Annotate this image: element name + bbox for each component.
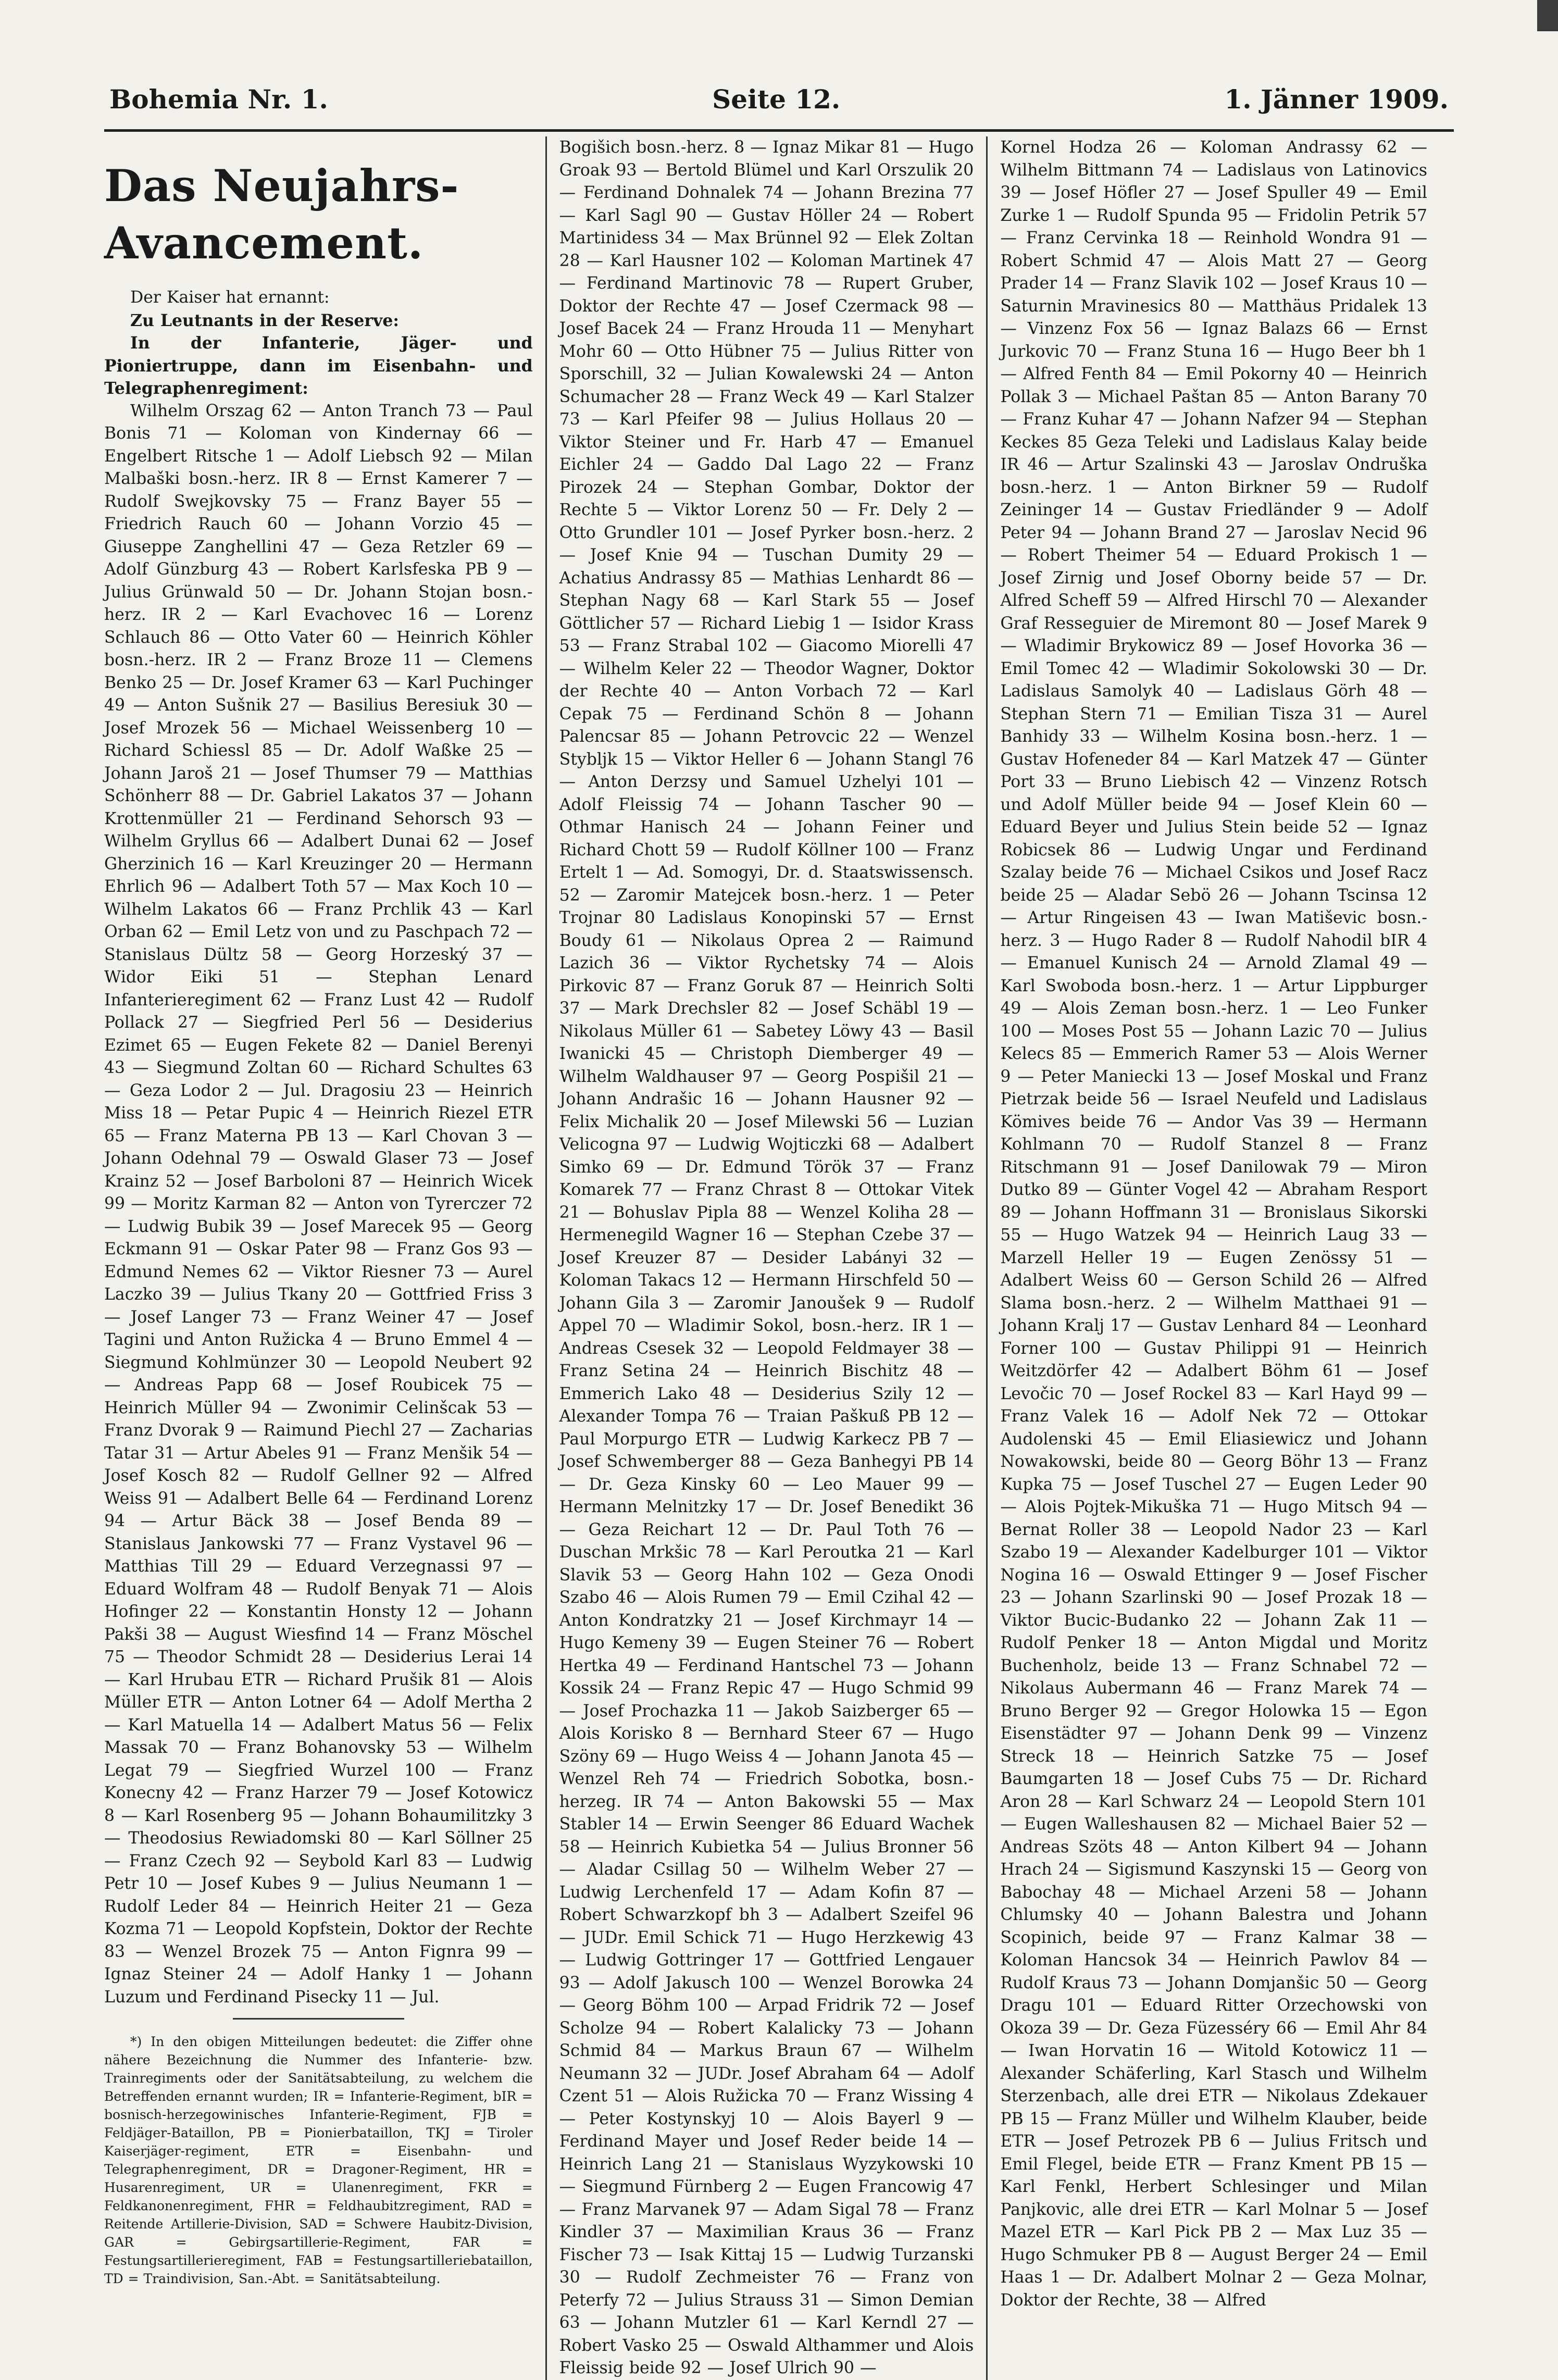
intro-line-2: Zu Leutnants in der Reserve: xyxy=(130,310,399,330)
column-2-text: Bogišich bosn.-herz. 8 — Ignaz Mikar 81 — Hugo Groak 93 — Bertold Blümel und Karl Orszulik 20 — Ferdinand Dohnalek 74 — Johann Brezina 77 — Karl Sagl 90 — Gustav Höller 24 — Robert Martinidess 34 — Max Brünnel 92 — Elek Zoltan 28 — Karl Hausner 102 — Koloman Martinek 47 — Ferdinand Martinovic 78 — Rupert Gruber, Doktor der Rechte 47 — Josef Czermack 98 — Josef Bacek 24 — Franz Hrouda 11 — Menyhart Mohr 60 — Otto Hübner 75 — Julius Ritter von Sporschill, 32 — Julian Kowalewski 24 — Anton Schumacher 28 — Franz Weck 49 — Karl Stalzer 73 — Karl Pfeifer 98 — Julius Hollaus 20 — Viktor Steiner und Fr. Harb 47 — Emanuel Eichler 24 — Gaddo Dal Lago 22 — Franz Pirozek 24 — Stephan Gombar, Doktor der Rechte 5 — Viktor Lorenz 50 — Fr. Dely 2 — Otto Grundler 101 — Josef Pyrker bosn.-herz. 2 — Josef Knie 94 — Tuschan Dumity 29 — Achatius Andrassy 85 — Mathias Lenhardt 86 — Stephan Nagy 68 — Karl Stark 55 — Josef Göttlicher 57 — Richard Liebig 1 — Isidor Krass 53 — Franz Strabal 102 — Giacomo Miorelli 47 — Wilhelm Keler 22 — Theodor Wagner, Doktor der Rechte 40 — Anton Vorbach 72 — Karl Cepak 75 — Ferdinand Schön 8 — Johann Palencsar 85 — Johann Petrovcic 22 — Wenzel Stybljk 15 — Viktor Heller 6 — Johann Stangl 76 — Anton Derzsy und Samuel Uzhelyi 101 — Adolf Fleissig 74 — Johann Tascher 90 — Othmar Hanisch 24 — Johann Feiner und Richard Chott 59 — Rudolf Köllner 100 — Franz Ertelt 1 — Ad. Somogyi, Dr. d. Staatswissensch. 52 — Zaromir Matejcek bosn.-herz. 1 — Peter Trojnar 80 Ladislaus Konopinski 57 — Ernst Boudy 61 — Nikolaus Oprea 2 — Raimund Lazich 36 — Viktor Rychetsky 74 — Alois Pirkovic 87 — Franz Goruk 87 — Heinrich Solti 37 — Mark Drechsler 82 — Josef Schäbl 19 — Nikolaus Müller 61 — Sabetey Löwy 43 — Basil Iwanicki 45 — Christoph Diemberger 49 — Wilhelm Waldhauser 97 — Georg Pospišil 21 — Johann Andrašic 16 — Johann Hausner 92 — Felix Michalik 20 — Josef Milewski 56 — Luzian Velicogna 97 — Ludwig Wojticzki 68 — Adalbert Simko 69 — Dr. Edmund Török 37 — Franz Komarek 77 — Franz Chrast 8 — Ottokar Vitek 21 — Bohuslav Pipla 88 — Wenzel Koliha 28 — Hermenegild Wagner 16 — Stephan Czebe 37 — Josef Kreuzer 87 — Desider Labányi 32 — Koloman Takacs 12 — Hermann Hirschfeld 50 — Johann Gila 3 — Zaromir Janoušek 9 — Rudolf Appel 70 — Wladimir Sokol, bosn.-herz. IR 1 — Andreas Csesek 32 — Leopold Feldmayer 38 — Franz Setina 24 — Heinrich Bischitz 48 — Emmerich Lako 48 — Desiderius Szily 12 — Alexander Tompa 76 — Traian Paškuß PB 12 — Paul Morpurgo ETR — Ludwig Karkecz PB 7 — Josef Schwemberger 88 — Geza Banhegyi PB 14 — Dr. Geza Kinsky 60 — Leo Mauer 99 — Hermann Melnitzky 17 — Dr. Josef Benedikt 36 — Geza Reichart 12 — Dr. Paul Toth 76 — Duschan Mrkšic 78 — Karl Peroutka 21 — Karl Slavik 53 — Georg Hahn 102 — Geza Onodi Szabo 46 — Alois Rumen 79 — Emil Czihal 42 — Anton Kondratzky 21 — Josef Kirchmayr 14 — Hugo Kemeny 39 — Eugen Steiner 76 — Robert Hertka 49 — Ferdinand Hantschel 73 — Johann Kossik 24 — Franz Repic 47 — Hugo Schmid 99 — Josef Prochazka 11 — Jakob Saizberger 65 — Alois Korisko 8 — Bernhard Steer 67 — Hugo Szöny 69 — Hugo Weiss 4 — Johann Janota 45 — Wenzel Reh 74 — Friedrich Sobotka, bosn.-herzeg. IR 74 — Anton Bakowski 55 — Max Stabler 14 — Erwin Seenger 86 Eduard Wachek 58 — Heinrich Kubietka 54 — Julius Bronner 56 — Aladar Csillag 50 — Wilhelm Weber 27 — Ludwig Lerchenfeld 17 — Adam Kofin 87 — Robert Schwarzkopf bh 3 — Adalbert Szeifel 96 — JUDr. Emil Schick 71 — Hugo Herzkewig 43 — Ludwig Gottringer 17 — Gottfried Lengauer 93 — Adolf Jakusch 100 — Wenzel Borowka 24 — Georg Böhm 100 — Arpad Fridrik 72 — Josef Scholze 94 — Robert Kalalicky 73 — Johann Schmid 84 — Markus Braun 67 — Wilhelm Neumann 32 — JUDr. Josef Abraham 64 — Adolf Czent 51 — Alois Ružicka 70 — Franz Wissing 4 — Peter Kostynskyj 10 — Alois Bayerl 9 — Ferdinand Mayer und Josef Reder beide 14 — Heinrich Lang 21 — Stanislaus Wyzykowski 10 — Siegmund Fürnberg 2 — Eugen Francowig 47 — Franz Marvanek 97 — Adam Sigal 78 — Franz Kindler 37 — Maximilian Kraus 36 — Franz Fischer 73 — Isak Kittaj 15 — Ludwig Turzanski 30 — Rudolf Zechmeister 76 — Franz von Peterfy 72 — Julius Strauss 31 — Simon Demian 63 — Johann Mutzler 61 — Karl Kerndl 27 — Robert Vasko 25 — Oswald Althammer und Alois Fleissig beide 92 — Josef Ulrich 90 — xyxy=(559,138,974,2377)
header-rule xyxy=(104,129,1454,132)
header-page-number: Seite 12. xyxy=(712,83,841,115)
column-2 xyxy=(545,136,987,2380)
footnote-rule xyxy=(233,2018,404,2020)
header-date: 1. Jänner 1909. xyxy=(1224,83,1449,115)
article-title: Das Neujahrs-Avancement. xyxy=(104,160,459,269)
page-corner-shadow xyxy=(1537,0,1558,31)
header-publication: Bohemia Nr. 1. xyxy=(109,83,328,115)
article-columns xyxy=(104,136,1427,2377)
intro-line-3: In der Infanterie, Jäger- und Pioniertruppe, dann im Eisenbahn- und Telegraphenregiment: xyxy=(104,333,533,398)
column-1 xyxy=(104,136,545,2380)
column-3-text: Kornel Hodza 26 — Koloman Andrassy 62 — Wilhelm Bittmann 74 — Ladislaus von Latinovics 39 — Josef Höfler 27 — Josef Spuller 49 — Emil Zurke 1 — Rudolf Spunda 95 — Fridolin Petrik 57 — Franz Cervinka 18 — Reinhold Wondra 91 — Robert Schmid 47 — Alois Matt 27 — Georg Prader 14 — Franz Slavik 102 — Josef Kraus 10 — Saturnin Mravinesics 80 — Matthäus Pridalek 13 — Vinzenz Fox 56 — Ignaz Balazs 66 — Ernst Jurkovic 70 — Franz Stuna 16 — Hugo Beer bh 1 — Alfred Fenth 84 — Emil Pokorny 40 — Heinrich Pollak 3 — Michael Paštan 85 — Anton Barany 70 — Franz Kuhar 47 — Johann Nafzer 94 — Stephan Keckes 85 Geza Teleki und Ladislaus Kalay beide IR 46 — Artur Szalinski 43 — Jaroslav Ondruška bosn.-herz. 1 — Anton Birkner 59 — Rudolf Zeininger 14 — Gustav Friedländer 9 — Adolf Peter 94 — Johann Brand 27 — Jaroslav Necid 96 — Robert Theimer 54 — Eduard Prokisch 1 — Josef Zirnig und Josef Oborny beide 57 — Dr. Alfred Scheff 59 — Alfred Hirschl 70 — Alexander Graf Resseguier de Miremont 80 — Josef Marek 9 — Wladimir Brykowicz 89 — Josef Hovorka 36 — Emil Tomec 42 — Wladimir Sokolowski 30 — Dr. Ladislaus Samolyk 40 — Ladislaus Görh 48 — Stephan Stern 71 — Emilian Tisza 31 — Aurel Banhidy 33 — Wilhelm Kosina bosn.-herz. 1 — Gustav Hofeneder 84 — Karl Matzek 47 — Günter Port 33 — Bruno Liebisch 42 — Vinzenz Rotsch und Adolf Müller beide 94 — Josef Klein 60 — Eduard Beyer und Julius Stein beide 52 — Ignaz Robicsek 86 — Ludwig Ungar und Ferdinand Szalay beide 76 — Michael Csikos und Josef Racz beide 25 — Aladar Sebö 26 — Johann Tscinsa 12 — Artur Ringeisen 43 — Iwan Matiševic bosn.-herz. 3 — Hugo Rader 8 — Rudolf Nahodil bIR 4 — Emanuel Kunisch 24 — Arnold Zlamal 49 — Karl Swoboda bosn.-herz. 1 — Artur Lippburger 49 — Alois Zeman bosn.-herz. 1 — Leo Funker 100 — Moses Post 55 — Johann Lazic 70 — Julius Kelecs 85 — Emmerich Ramer 53 — Alois Werner 9 — Peter Maniecki 13 — Josef Moskal und Franz Pietrzak beide 56 — Israel Neufeld und Ladislaus Kömives beide 76 — Andor Vas 39 — Hermann Kohlmann 70 — Rudolf Stanzel 8 — Franz Ritschmann 91 — Josef Danilowak 79 — Miron Dutko 89 — Günter Vogel 42 — Abraham Resport 89 — Johann Hoffmann 31 — Bronislaus Sikorski 55 — Hugo Watzek 94 — Heinrich Laug 33 — Marzell Heller 19 — Eugen Zenössy 51 — Adalbert Weiss 60 — Gerson Schild 26 — Alfred Slama bosn.-herz. 2 — Wilhelm Matthaei 91 — Johann Kralj 17 — Gustav Lenhard 84 — Leonhard Forner 100 — Gustav Philippi 91 — Heinrich Weitzdörfer 42 — Adalbert Böhm 61 — Josef Levočic 70 — Josef Rockel 83 — Karl Hayd 99 — Franz Valek 16 — Adolf Nek 72 — Ottokar Audolenski 45 — Emil Eliasiewicz und Johann Nowakowski, beide 80 — Georg Böhr 13 — Franz Kupka 75 — Josef Tuschel 27 — Eugen Leder 90 — Alois Pojtek-Mikuška 71 — Hugo Mitsch 94 — Bernat Roller 38 — Leopold Nador 23 — Karl Szabo 19 — Alexander Kadelburger 101 — Viktor Nogina 16 — Oswald Ettinger 9 — Josef Fischer 23 — Johann Szarlinski 90 — Josef Prozak 18 — Viktor Bucic-Budanko 22 — Johann Zak 11 — Rudolf Penker 18 — Anton Migdal und Moritz Buchenholz, beide 13 — Franz Schnabel 72 — Nikolaus Aubermann 46 — Franz Marek 74 — Bruno Berger 92 — Gregor Holowka 15 — Egon Eisenstädter 97 — Johann Denk 99 — Vinzenz Streck 18 — Heinrich Satzke 75 — Josef Baumgarten 18 — Josef Cubs 75 — Dr. Richard Aron 28 — Karl Schwarz 24 — Leopold Stern 101 — Eugen Walleshausen 82 — Michael Baier 52 — Andreas Szöts 48 — Anton Kilbert 94 — Johann Hrach 24 — Sigismund Kaszynski 15 — Georg von Babochay 48 — Michael Arzeni 58 — Johann Chlumsky 40 — Johann Balestra und Johann Scopinich, beide 97 — Franz Kalmar 38 — Koloman Hancsok 34 — Heinrich Pawlov 84 — Rudolf Kraus 73 — Johann Domjanšic 50 — Georg Dragu 101 — Eduard Ritter Orzechowski von Okoza 39 — Dr. Geza Füzesséry 66 — Emil Ahr 84 — Iwan Horvatin 16 — Witold Kotowicz 11 — Alexander Schäferling, Karl Stasch und Wilhelm Sterzenbach, alle drei ETR — Nikolaus Zdekauer PB 15 — Franz Müller und Wilhelm Klauber, beide ETR — Josef Petrozek PB 6 — Julius Fritsch und Emil Flegel, beide ETR — Franz Kment PB 15 — Karl Fenkl, Herbert Schlesinger und Milan Panjkovic, alle drei ETR — Karl Molnar 5 — Josef Mazel ETR — Karl Pick PB 2 — Max Luz 35 — Hugo Schmuker PB 8 — August Berger 24 — Emil Haas 1 — Dr. Adalbert Molnar 2 — Geza Molnar, Doktor der Rechte, 38 — Alfred xyxy=(1000,138,1427,2310)
footnote: *) In den obigen Mitteilungen bedeutet: die Ziffer ohne nähere Bezeichnung die Nummer des Infanterie- bzw. Trainregiments oder der Sanitätsabteilung, zu welchem die Betreffenden ernannt wurden; IR = Infanterie-Regiment, bIR = bosnisch-herzegowinisches Infanterie-Regiment, FJB = Feldjäger-Bataillon, PB = Pionierbataillon, TKJ = Tiroler Kaiserjäger-regiment, ETR = Eisenbahn- und Telegraphenregiment, DR = Dragoner-Regiment, HR = Husarenregiment, UR = Ulanenregiment, FKR = Feldkanonenregiment, FHR = Feldhaubitzregiment, RAD = Reitende Artillerie-Division, SAD = Schwere Haubitz-Division, GAR = Gebirgsartillerie-Regiment, FAR = Festungsartillerieregiment, FAB = Festungsartilleriebataillon, TD = Traindivision, San.-Abt. = Sanitätsabteilung. xyxy=(104,2034,533,2286)
column-3 xyxy=(986,136,1427,2380)
intro-line-1: Der Kaiser hat ernannt: xyxy=(130,288,330,307)
article-intro xyxy=(104,286,533,400)
column-1-text: Wilhelm Orszag 62 — Anton Tranch 73 — Paul Bonis 71 — Koloman von Kindernay 66 — Engelbert Ritsche 1 — Adolf Liebsch 92 — Milan Malbaški bosn.-herz. IR 8 — Ernst Kamerer 7 — Rudolf Swejkovsky 75 — Franz Bayer 55 — Friedrich Rauch 60 — Johann Vorzio 45 — Giuseppe Zanghellini 47 — Geza Retzler 69 — Adolf Günzburg 43 — Robert Karlsfeska PB 9 — Julius Grünwald 50 — Dr. Johann Stojan bosn.-herz. IR 2 — Karl Evachovec 16 — Lorenz Schlauch 86 — Otto Vater 60 — Heinrich Köhler bosn.-herz. IR 2 — Franz Broze 11 — Clemens Benko 25 — Dr. Josef Kramer 63 — Karl Puchinger 49 — Anton Sušnik 27 — Basilius Beresiuk 30 — Josef Mrozek 56 — Michael Weissenberg 10 — Richard Schiessl 85 — Dr. Adolf Waßke 25 — Johann Jaroš 21 — Josef Thumser 79 — Matthias Schönherr 88 — Dr. Gabriel Lakatos 37 — Johann Krottenmüller 21 — Ferdinand Sehorsch 93 — Wilhelm Gryllus 66 — Adalbert Dunai 62 — Josef Gherzinich 16 — Karl Kreuzinger 20 — Hermann Ehrlich 96 — Adalbert Toth 57 — Max Koch 10 — Wilhelm Lakatos 66 — Franz Prchlik 43 — Karl Orban 62 — Emil Letz von und zu Paschpach 72 — Stanislaus Dültz 58 — Georg Horzeský 37 — Widor Eiki 51 — Stephan Lenard Infanterieregiment 62 — Franz Lust 42 — Rudolf Pollack 27 — Siegfried Perl 56 — Desiderius Ezimet 65 — Eugen Fekete 82 — Daniel Berenyi 43 — Siegmund Zoltan 60 — Richard Schultes 63 — Geza Lodor 2 — Jul. Dragosiu 23 — Heinrich Miss 18 — Petar Pupic 4 — Heinrich Riezel ETR 65 — Franz Materna PB 13 — Karl Chovan 3 — Johann Odehnal 79 — Oswald Glaser 73 — Josef Krainz 52 — Josef Barboloni 87 — Heinrich Wicek 99 — Moritz Karman 82 — Anton von Tyrerczer 72 — Ludwig Bubik 39 — Josef Marecek 95 — Georg Eckmann 91 — Oskar Pater 98 — Franz Gos 93 — Edmund Nemes 62 — Viktor Riesner 73 — Aurel Laczko 39 — Julius Tkany 20 — Gottfried Friss 3 — Josef Langer 73 — Franz Weiner 47 — Josef Tagini und Anton Ružicka 4 — Bruno Emmel 4 — Siegmund Kohlmünzer 30 — Leopold Neubert 92 — Andreas Papp 68 — Josef Roubicek 75 — Heinrich Müller 94 — Zwonimir Celinšcak 53 — Franz Dvorak 9 — Raimund Piechl 27 — Zacharias Tatar 31 — Artur Abeles 91 — Franz Menšik 54 — Josef Kosch 82 — Rudolf Gellner 92 — Alfred Weiss 91 — Adalbert Belle 64 — Ferdinand Lorenz 94 — Artur Bäck 38 — Josef Benda 89 — Stanislaus Jankowski 77 — Franz Vystavel 96 — Matthias Till 29 — Eduard Verzegnassi 97 — Eduard Wolfram 48 — Rudolf Benyak 71 — Alois Hofinger 22 — Konstantin Honsty 12 — Johann Pakši 38 — August Wiesfind 14 — Franz Möschel 75 — Theodor Schmidt 28 — Desiderius Lerai 14 — Karl Hrubau ETR — Richard Prušik 81 — Alois Müller ETR — Anton Lotner 64 — Adolf Mertha 2 — Karl Matuella 14 — Adalbert Matus 56 — Felix Massak 70 — Franz Bohanovsky 53 — Wilhelm Legat 79 — Siegfried Wurzel 100 — Franz Konecny 42 — Franz Harzer 79 — Josef Kotowicz 8 — Karl Rosenberg 95 — Johann Bohaumilitzky 3 — Theodosius Rewiadomski 80 — Karl Söllner 25 — Franz Czech 92 — Seybold Karl 83 — Ludwig Petr 10 — Josef Kubes 9 — Julius Neumann 1 — Rudolf Leder 84 — Heinrich Heiter 21 — Geza Kozma 71 — Leopold Kopfstein, Doktor der Rechte 83 — Wenzel Brozek 75 — Anton Fignra 99 — Ignaz Steiner 24 — Adolf Hanky 1 — Johann Luzum und Ferdinand Pisecky 11 — Jul. xyxy=(104,401,533,2007)
page-header xyxy=(109,78,1449,120)
